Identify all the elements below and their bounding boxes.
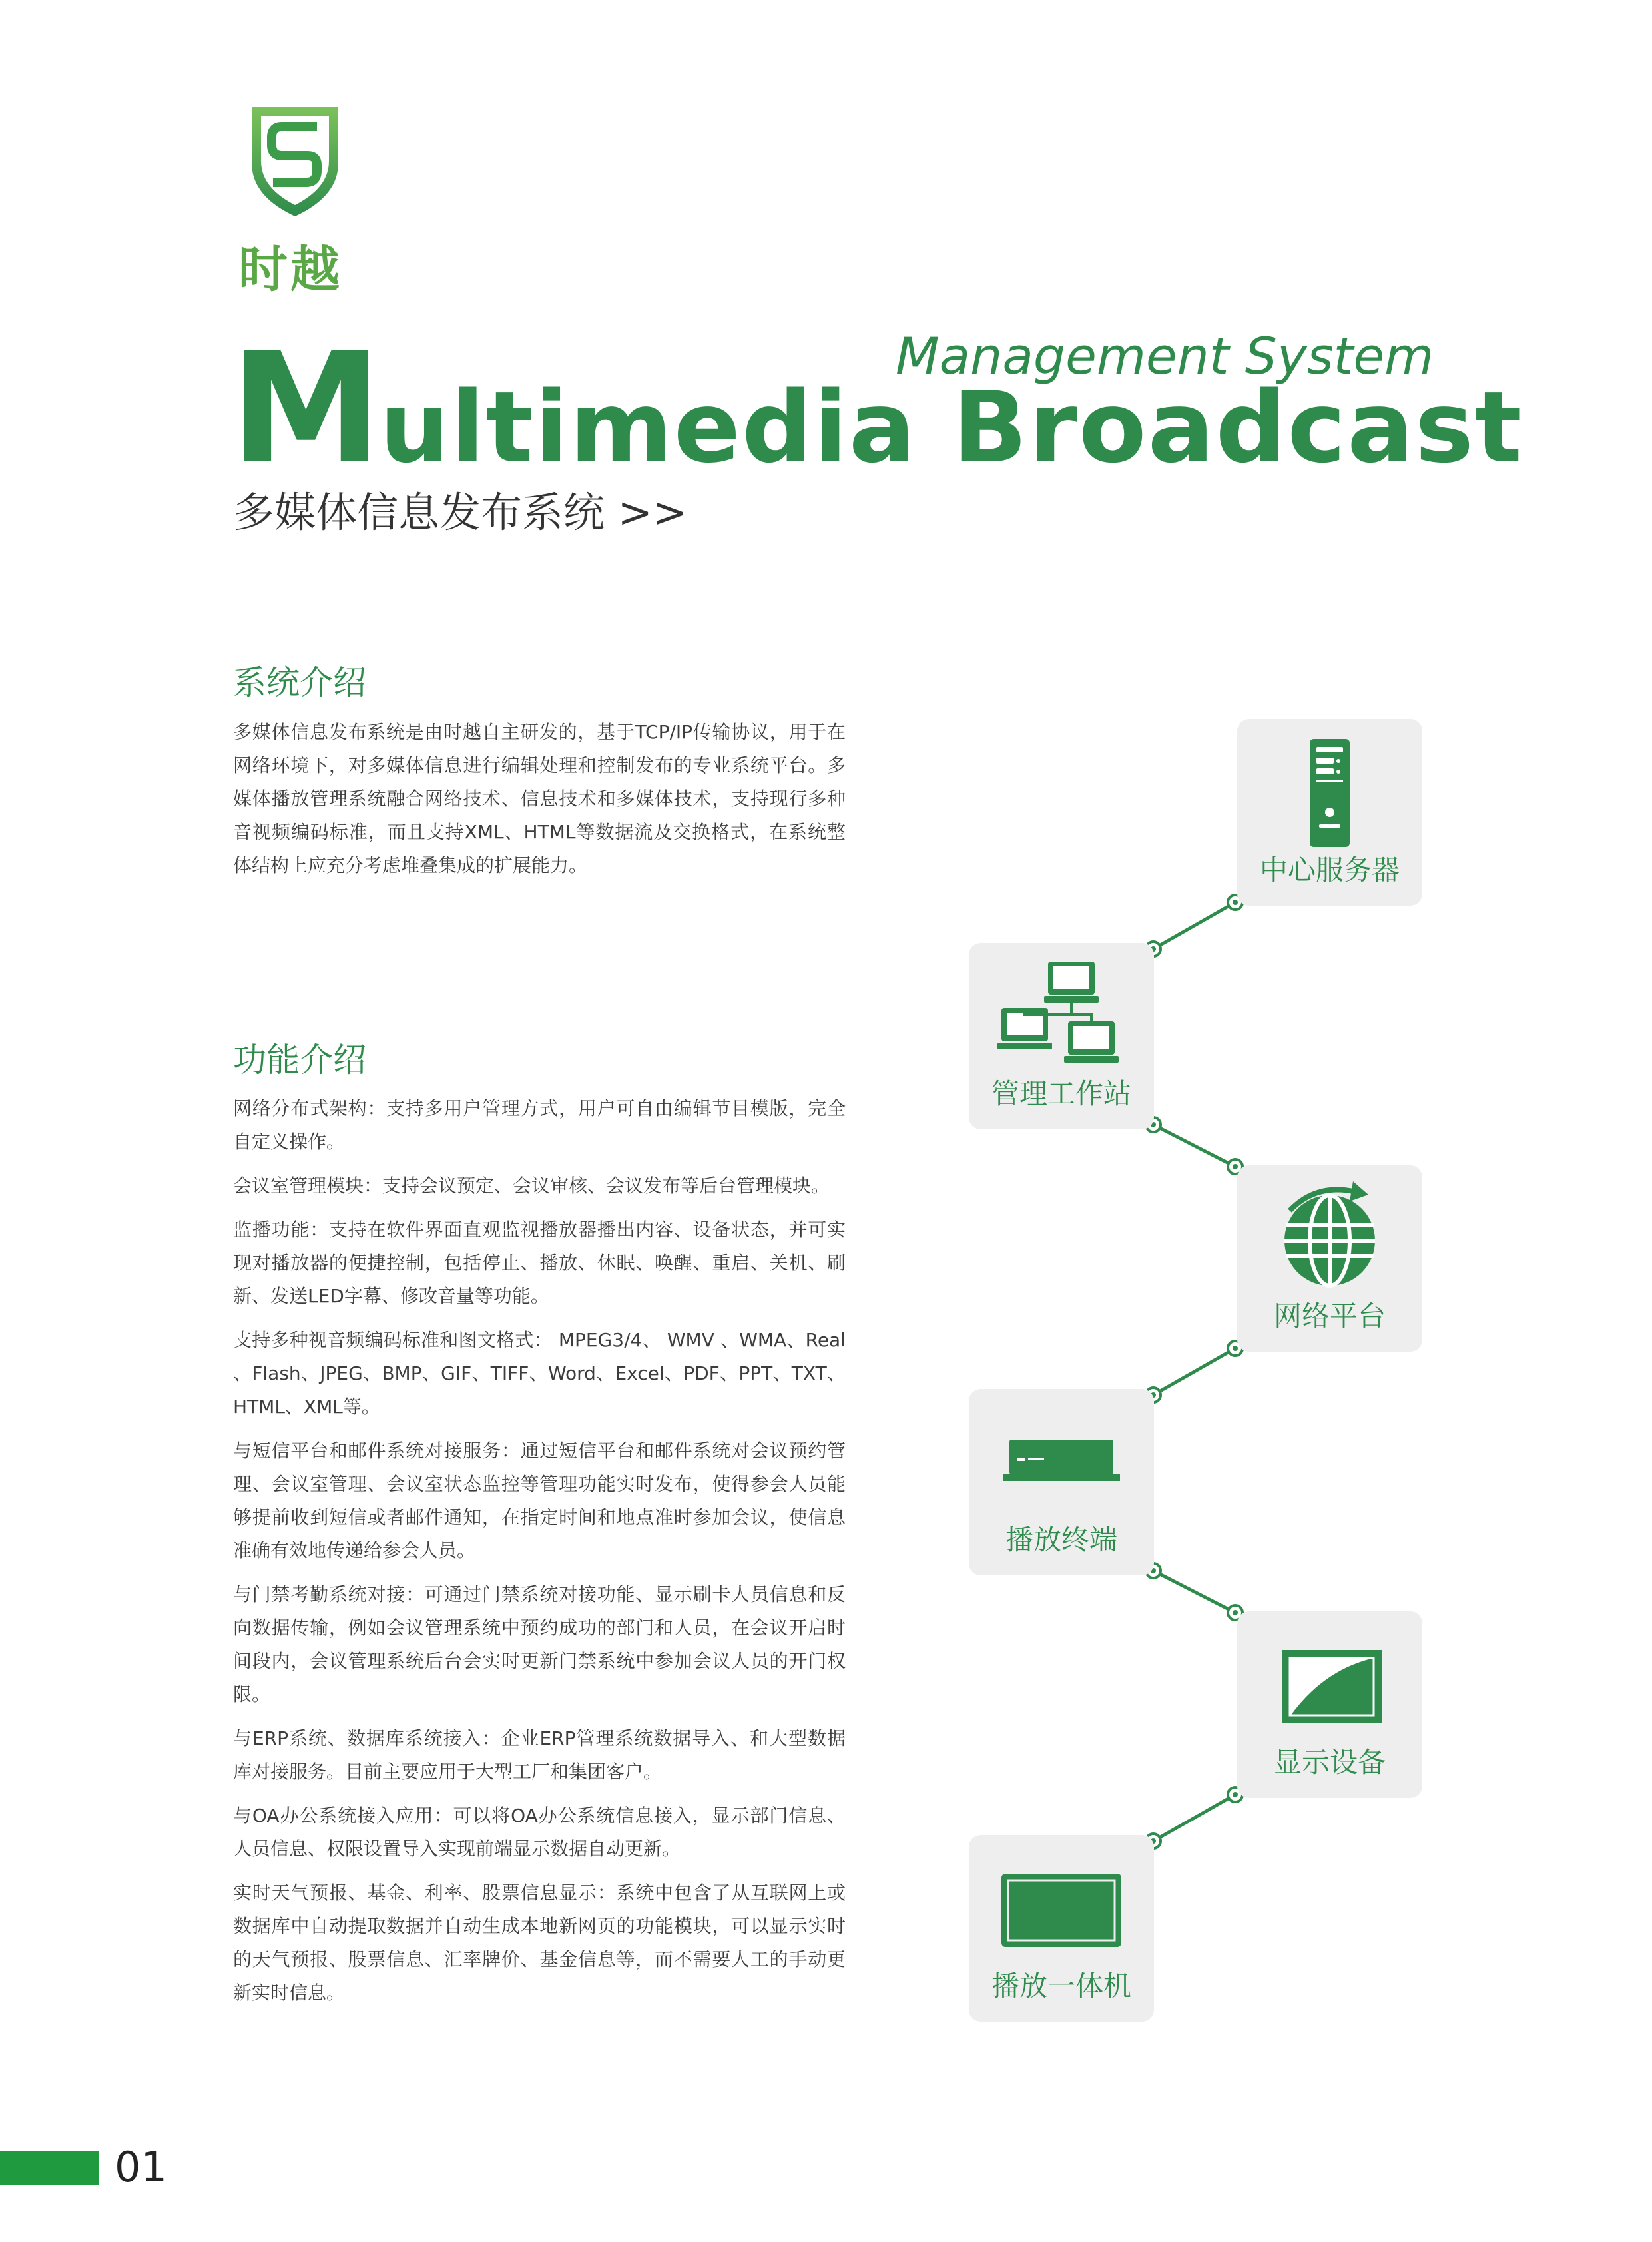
globe-icon bbox=[1263, 1177, 1396, 1297]
function-intro-heading: 功能介绍 bbox=[233, 1041, 366, 1079]
node-label: 管理工作站 bbox=[991, 1077, 1131, 1110]
server-icon bbox=[1263, 731, 1396, 851]
page-number-bar bbox=[0, 2151, 99, 2185]
system-intro-text: 多媒体信息发布系统是由时越自主研发的，基于TCP/IP传输协议，用于在网络环境下，对多媒体信息进行编辑处理和控制发布的专业系统平台。多媒体播放管理系统融合网络技术、信息技术和多媒体技术，支持现行多种音视频编码标准，而且支持XML、HTML等数据流及交换格式，在系统整体结构上应充分考虑堆叠集成的扩展能力。 bbox=[233, 721, 846, 876]
function-item: 实时天气预报、基金、利率、股票信息显示：系统中包含了从互联网上或数据库中自动提取数据并自动生成本地新网页的功能模块，可以显示实时的天气预报、股票信息、汇率牌价、基金信息等，而不需要人工的手动更新实时信息。 bbox=[233, 1882, 846, 2004]
page-number: 01 bbox=[115, 2143, 167, 2191]
title-chinese: 多媒体信息发布系统 >> bbox=[233, 488, 687, 537]
shield-s-icon bbox=[245, 100, 345, 220]
node-label: 显示设备 bbox=[1273, 1746, 1386, 1779]
title-first-letter: M bbox=[230, 320, 380, 498]
node-label: 播放一体机 bbox=[991, 1970, 1131, 2002]
node-player-terminal bbox=[969, 1389, 1154, 1575]
function-item: 与门禁考勤系统对接：可通过门禁系统对接功能、显示刷卡人员信息和反向数据传输，例如会议管理系统中预约成功的部门和人员，在会议开启时间段内，会议管理系统后台会实时更新门禁系统中参加会议人员的开门权限。 bbox=[233, 1583, 846, 1705]
function-item: 网络分布式架构：支持多用户管理方式，用户可自由编辑节目模版，完全自定义操作。 bbox=[233, 1097, 846, 1153]
node-label: 中心服务器 bbox=[1259, 854, 1400, 886]
node-management-workstation bbox=[969, 943, 1154, 1129]
function-list bbox=[233, 1092, 846, 2020]
function-item: 支持多种视音频编码标准和图文格式： MPEG3/4、 WMV 、WMA、Real 、Flash、JPEG、BMP、GIF、TIFF、Word、Excel、PDF、PPT、TXT、HTML、XML等。 bbox=[233, 1329, 846, 1418]
function-item: 与短信平台和邮件系统对接服务：通过短信平台和邮件系统对会议预约管理、会议室管理、会议室状态监控等管理功能实时发布，使得参会人员能够提前收到短信或者邮件通知，在指定时间和地点准时参加会议，使信息准确有效地传递给参会人员。 bbox=[233, 1440, 846, 1561]
node-label: 播放终端 bbox=[1005, 1524, 1117, 1556]
function-item: 与OA办公系统接入应用：可以将OA办公系统信息接入，显示部门信息、人员信息、权限设置导入实现前端显示数据自动更新。 bbox=[233, 1805, 846, 1860]
function-item: 会议室管理模块：支持会议预定、会议审核、会议发布等后台管理模块。 bbox=[233, 1175, 830, 1197]
title-subtitle-en: Management System bbox=[896, 326, 1434, 386]
brand-name: 时越 bbox=[238, 241, 342, 298]
node-display-device bbox=[1237, 1611, 1422, 1798]
system-architecture-diagram bbox=[959, 719, 1438, 2051]
node-label: 网络平台 bbox=[1273, 1300, 1386, 1332]
title-main-rest: ultimedia Broadcast bbox=[379, 370, 1523, 485]
function-item: 监播功能：支持在软件界面直观监视播放器播出内容、设备状态，并可实现对播放器的便捷控制，包括停止、播放、休眠、唤醒、重启、关机、刷新、发送LED字幕、修改音量等功能。 bbox=[233, 1219, 846, 1307]
title-main bbox=[230, 320, 1523, 498]
player-box-icon bbox=[995, 1401, 1128, 1521]
node-central-server bbox=[1237, 719, 1422, 906]
system-intro-heading: 系统介绍 bbox=[233, 663, 366, 702]
all-in-one-screen-icon bbox=[995, 1847, 1128, 1967]
node-all-in-one-player bbox=[969, 1835, 1154, 2022]
node-network-platform bbox=[1237, 1165, 1422, 1352]
function-item: 与ERP系统、数据库系统接入：企业ERP管理系统数据导入、和大型数据库对接服务。目前主要应用于大型工厂和集团客户。 bbox=[233, 1727, 846, 1783]
monitor-icon bbox=[1263, 1623, 1396, 1743]
workstation-network-icon bbox=[995, 955, 1128, 1075]
brand-logo bbox=[245, 100, 345, 220]
